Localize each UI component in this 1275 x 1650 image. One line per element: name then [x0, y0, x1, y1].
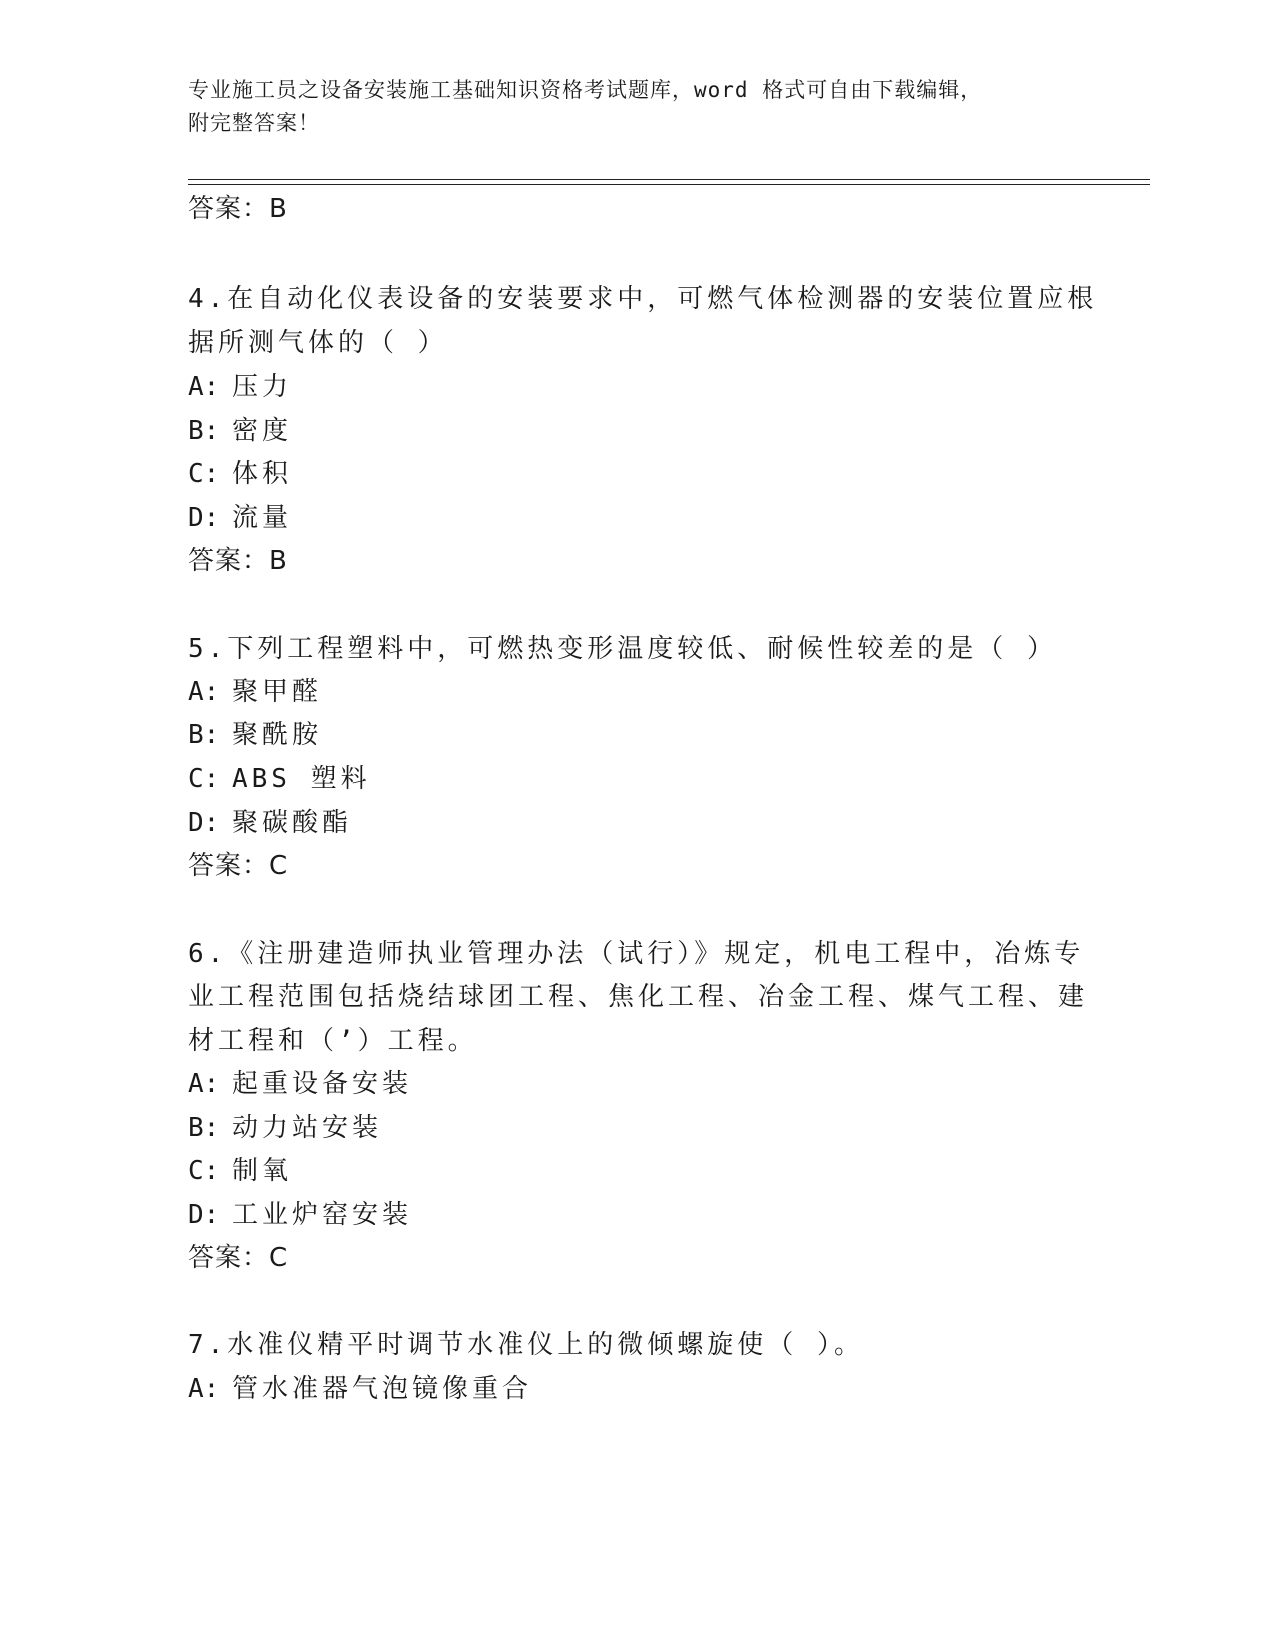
q6-option-b	[188, 1111, 382, 1145]
option-text: 动力站安装	[232, 1113, 383, 1143]
header-divider-top	[188, 179, 1150, 180]
option-text: 压力	[232, 372, 293, 402]
option-text: 密度	[232, 416, 293, 446]
previous-answer: 答案：B	[188, 194, 288, 224]
q6-option-a	[188, 1067, 412, 1101]
q4-answer: 答案：B	[188, 546, 288, 576]
q6-option-d	[188, 1198, 412, 1232]
q7-stem-line-1: 7.水准仪精平时调节水准仪上的微倾螺旋使（ ）。	[188, 1330, 864, 1360]
q5-answer: 答案：C	[188, 851, 289, 881]
option-text: 聚碳酸酯	[232, 808, 353, 838]
option-label: A:	[188, 372, 220, 402]
option-label: A:	[188, 1069, 220, 1099]
option-text: 工业炉窑安装	[232, 1200, 413, 1230]
option-label: D:	[188, 1200, 220, 1230]
header-divider-bottom	[188, 184, 1150, 185]
q6-stem-line-1: 6.《注册建造师执业管理办法（试行）》规定，机电工程中，冶炼专	[188, 939, 1085, 969]
option-label: C:	[188, 1156, 220, 1186]
option-text: 流量	[232, 503, 293, 533]
q6-stem-line-3: 材工程和（’）工程。	[188, 1026, 478, 1056]
option-label: D:	[188, 808, 220, 838]
q5-option-b	[188, 718, 322, 752]
option-label: A:	[188, 1374, 220, 1404]
q7-option-a	[188, 1372, 532, 1406]
option-text: ABS 塑料	[232, 764, 371, 794]
option-label: D:	[188, 503, 220, 533]
q4-option-b	[188, 414, 292, 448]
q4-option-c	[188, 457, 292, 491]
q4-option-d	[188, 501, 292, 535]
header-line-2: 附完整答案！	[188, 111, 320, 135]
header-line-1: 专业施工员之设备安装施工基础知识资格考试题库，word 格式可自由下载编辑，	[188, 78, 983, 102]
q5-option-c	[188, 762, 371, 796]
option-label: B:	[188, 720, 220, 750]
q5-stem-line-1: 5.下列工程塑料中，可燃热变形温度较低、耐候性较差的是（ ）	[188, 634, 1057, 664]
q4-stem-line-1: 4.在自动化仪表设备的安装要求中，可燃气体检测器的安装位置应根	[188, 284, 1098, 314]
document-header	[188, 74, 1068, 140]
option-text: 体积	[232, 459, 293, 489]
option-text: 起重设备安装	[232, 1069, 413, 1099]
option-text: 制氧	[232, 1156, 293, 1186]
q6-stem-line-2: 业工程范围包括烧结球团工程、焦化工程、冶金工程、煤气工程、建	[188, 982, 1089, 1012]
q4-option-a	[188, 370, 292, 404]
option-text: 聚甲醛	[232, 677, 323, 707]
option-label: B:	[188, 416, 220, 446]
q6-answer: 答案：C	[188, 1243, 289, 1273]
q5-option-d	[188, 806, 352, 840]
option-text: 聚酰胺	[232, 720, 323, 750]
q6-option-c	[188, 1154, 292, 1188]
q5-option-a	[188, 675, 322, 709]
option-text: 管水准器气泡镜像重合	[232, 1374, 533, 1404]
option-label: A:	[188, 677, 220, 707]
option-label: C:	[188, 764, 220, 794]
option-label: C:	[188, 459, 220, 489]
option-label: B:	[188, 1113, 220, 1143]
q4-stem-line-2: 据所测气体的（ ）	[188, 328, 448, 358]
